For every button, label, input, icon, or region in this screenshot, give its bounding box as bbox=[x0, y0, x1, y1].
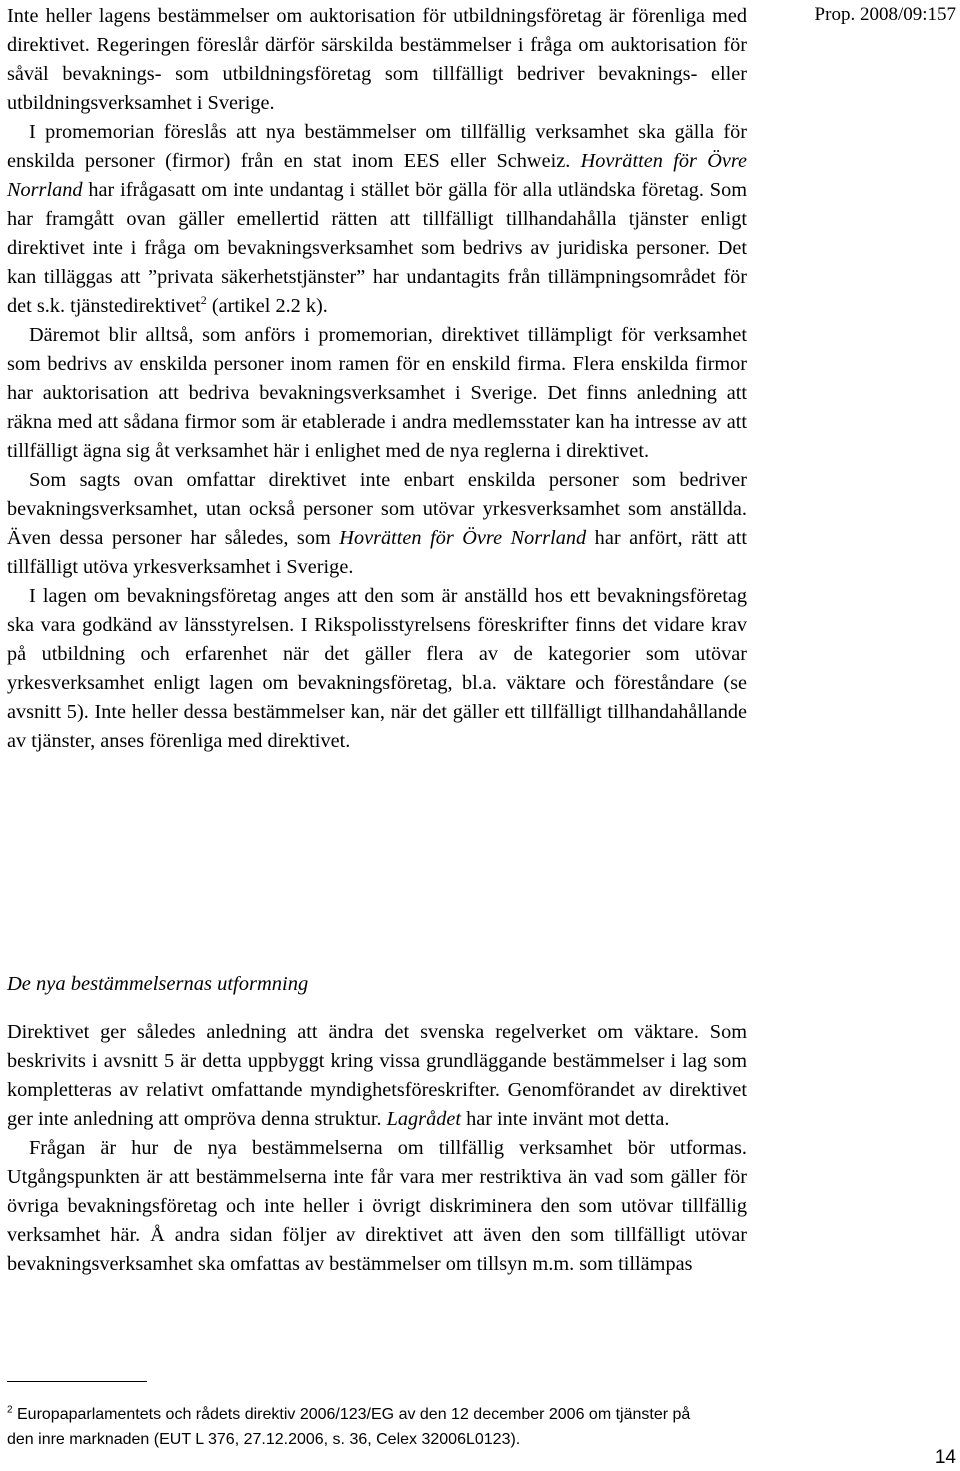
paragraph-4-part-a: Som sagts ovan omfattar direktivet inte enbart enskilda personer som bedriver bevakningsverksamhet, utan också personer som utövar yrkesverksamhet som anställda. Även dessa personer har således, som bbox=[7, 469, 747, 549]
section-paragraph-1 bbox=[7, 1018, 747, 1134]
court-name-italic-2: Hovrätten för Övre Norrland bbox=[339, 527, 587, 549]
paragraph-2-part-d: (artikel 2.2 k). bbox=[206, 295, 328, 317]
proposition-reference: Prop. 2008/09:157 bbox=[814, 4, 956, 25]
footnote bbox=[7, 1402, 707, 1452]
paragraph-2-part-c: har ifrågasatt om inte undantag i stället bör gälla för alla utländska företag. Som har framgått ovan gäller emellertid rätten att tillfälligt tillhandahålla tjänster enligt direktivet inte i fråga om bevakningsverksamhet som bedrivs av juridiska personer. Det kan tilläggas att ”privata säkerhetstjänster” har undantagits från tillämpningsområdet för det s.k. tjänstedirektivet bbox=[7, 179, 747, 317]
footnote-number: 2 bbox=[7, 1404, 13, 1416]
court-name-italic: Hovrätten för Övre Norrland bbox=[7, 150, 747, 201]
section-paragraph-2: Frågan är hur de nya bestämmelserna om tillfällig verksamhet bör utformas. Utgångspunkten är att bestämmelserna inte får vara mer restriktiva än vad som gäller för övriga bevakningsföretag och inte heller i övrigt diskriminera den som utövar tillfällig verksamhet här. Å andra sidan följer av direktivet att även den som tillfälligt utövar bevakningsverksamhet ska omfattas av bestämmelser om tillsyn m.m. som tillämpas bbox=[7, 1137, 747, 1275]
footnote-reference[interactable]: 2 bbox=[200, 293, 207, 308]
paragraph-3: Däremot blir alltså, som anförs i promemorian, direktivet tillämpligt för verksamhet som bedrivs av enskilda personer inom ramen för en enskild firma. Flera enskilda firmor har auktorisation att bedriva bevakningsverksamhet i Sverige. Det finns anledning att räkna med att sådana firmor som är etablerade i andra medlemsstater kan ha intresse av att tillfälligt ägna sig åt verksamhet här i enlighet med de nya reglerna i direktivet. bbox=[7, 324, 747, 462]
paragraph-5: I lagen om bevakningsföretag anges att den som är anställd hos ett bevakningsföretag ska vara godkänd av länsstyrelsen. I Rikspolisstyrelsens föreskrifter finns det vidare krav på utbildning och erfarenhet när det gäller flera av de kategorier som utövar yrkesverksamhet enligt lagen om bevakningsföretag, bl.a. väktare och föreståndare (se avsnitt 5). Inte heller dessa bestämmelser kan, när det gäller ett tillfälligt tillhandahållande av tjänster, anses förenliga med direktivet. bbox=[7, 585, 747, 752]
paragraph-2-part-a: I promemorian föreslås att nya bestämmelser om tillfällig verksamhet ska gälla för enskilda personer (firmor) från en stat inom EES eller Schweiz. bbox=[7, 121, 747, 172]
main-text bbox=[7, 2, 747, 756]
paragraph-4 bbox=[7, 466, 747, 582]
footnote-text: Europaparlamentets och rådets direktiv 2006/123/EG av den 12 december 2006 om tjänster på den inre marknaden (EUT L 376, 27.12.2006, s. 36, Celex 32006L0123). bbox=[7, 1406, 691, 1448]
footnote-separator bbox=[7, 1381, 147, 1382]
page-number: 14 bbox=[934, 1447, 956, 1468]
section-paragraph-1-part-c: har inte invänt mot detta. bbox=[461, 1108, 670, 1130]
section-heading: De nya bestämmelsernas utformning bbox=[7, 973, 309, 995]
paragraph-4-part-c: har anfört, rätt att tillfälligt utöva yrkesverksamhet i Sverige. bbox=[7, 527, 747, 578]
section-text bbox=[7, 1018, 747, 1279]
paragraph-2 bbox=[7, 118, 747, 321]
paragraph-1: Inte heller lagens bestämmelser om auktorisation för utbildningsföretag är förenliga med direktivet. Regeringen föreslår därför särskilda bestämmelser i fråga om auktorisation för såväl bevaknings- som utbildningsföretag som tillfälligt bedriver bevaknings- eller utbildningsverksamhet i Sverige. bbox=[7, 5, 747, 114]
lagradet-italic: Lagrådet bbox=[386, 1108, 461, 1130]
section-paragraph-1-part-a: Direktivet ger således anledning att ändra det svenska regelverket om väktare. Som beskrivits i avsnitt 5 är detta uppbyggt kring vissa grundläggande bestämmelser i lag som kompletteras av relativt omfattande myndighetsföreskrifter. Genomförandet av direktivet ger inte anledning att ompröva denna struktur. bbox=[7, 1021, 747, 1130]
